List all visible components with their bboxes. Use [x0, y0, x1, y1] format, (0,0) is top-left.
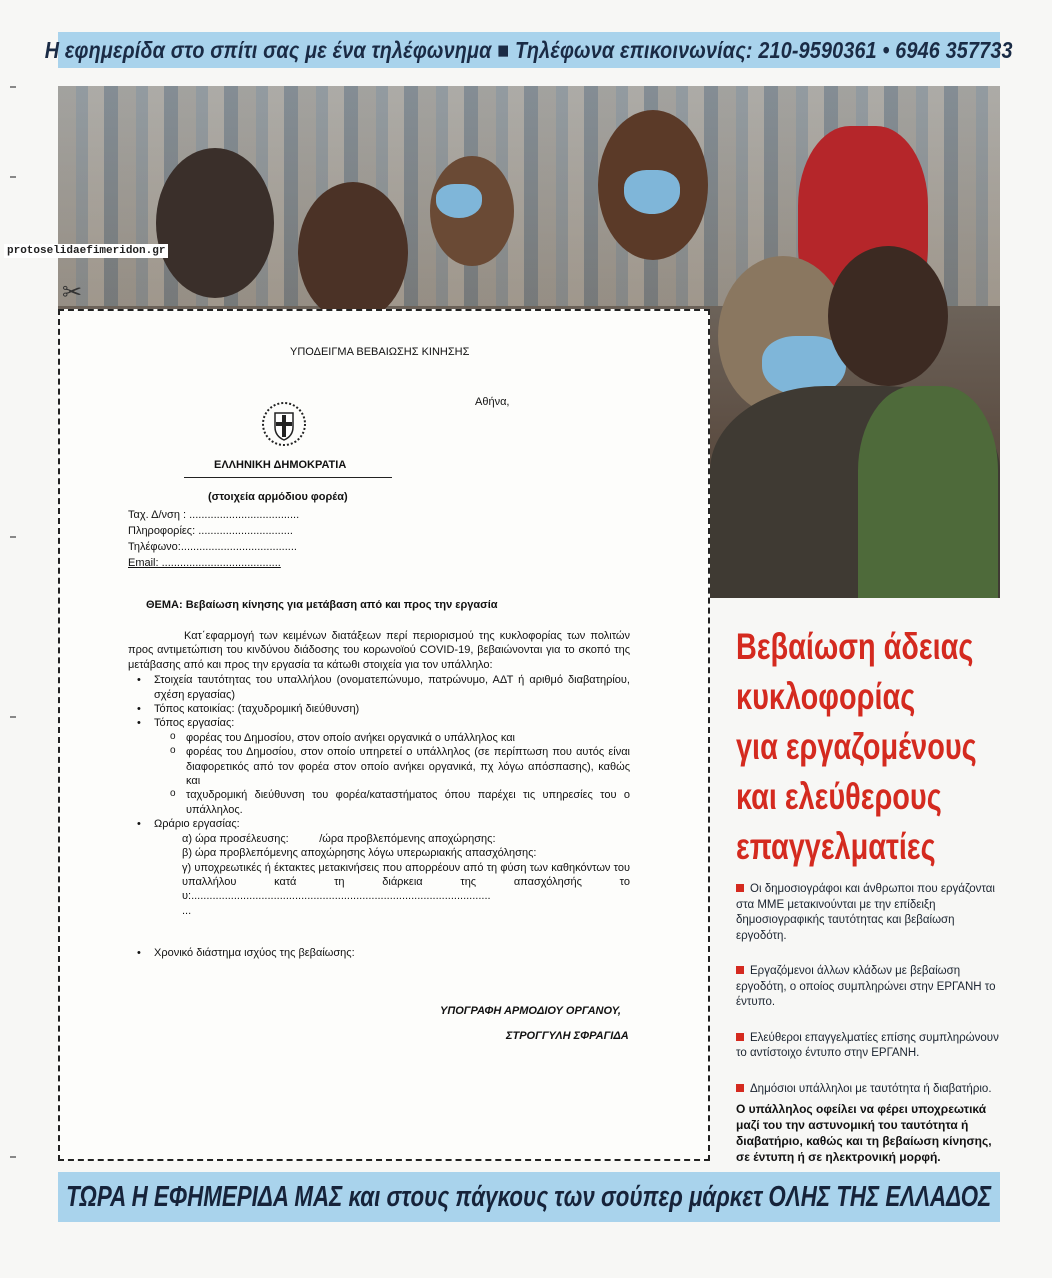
margin-mark	[10, 716, 16, 718]
bullet-workplace: • Τόπος εργασίας:	[128, 716, 630, 730]
cut-line-right	[708, 309, 710, 1161]
form-title: ΥΠΟΔΕΙΓΜΑ ΒΕΒΑΙΩΣΗΣ ΚΙΝΗΣΗΣ	[290, 346, 470, 358]
top-banner-text: Η εφημερίδα στο σπίτι σας με ένα τηλέφωνημα ■ Τηλέφωνα επικοινωνίας: 210-9590361 • 6946 357733	[45, 36, 1013, 63]
bullet-validity: • Χρονικό διάστημα ισχύος της βεβαίωσης:	[128, 946, 630, 960]
hours-dots: ...	[182, 904, 192, 917]
headline-line: Βεβαίωση άδειας	[736, 626, 974, 667]
note-item	[736, 964, 1002, 1011]
headline-line: κυκλοφορίας	[736, 676, 916, 717]
cut-line-top	[58, 309, 710, 311]
face-mask	[624, 170, 680, 214]
stamp-line: ΣΤΡΟΓΓΥΛΗ ΣΦΡΑΓΙΔΑ	[506, 1030, 629, 1042]
form-place: Αθήνα,	[475, 396, 510, 408]
form-subject: ΘΕΜΑ: Βεβαίωση κίνησης για μετάβαση από και προς την εργασία	[146, 599, 498, 611]
hours-c: γ) υποχρεωτικές ή έκτακτες μετακινήσεις που απορρέουν από τη φύση των καθηκόντων του υπαλλήλου κατά τη διάρκεια της απασχόλησής του:..................................................................................................	[182, 861, 630, 903]
note-item	[736, 1082, 1002, 1098]
contact-fields	[128, 507, 299, 571]
final-note: Ο υπάλληλος οφείλει να φέρει υποχρεωτικά μαζί του την αστυνομική του ταυτότητα ή διαβατήριο, καθώς και τη βεβαίωση κίνησης, σε έντυπη ή σε ηλεκτρονική μορφή.	[736, 1102, 992, 1164]
margin-mark	[10, 176, 16, 178]
bullet-identity: • Στοιχεία ταυτότητας του υπαλλήλου (ονοματεπώνυμο, πατρώνυμο, ΑΔΤ ή αριθμό διαβατηρίου, σχέση εργασίας)	[128, 673, 630, 702]
scissors-icon: ✂	[62, 279, 83, 306]
field-email: Email: .......................................	[128, 557, 281, 569]
note-text: Οι δημοσιογράφοι και άνθρωποι που εργάζονται στα ΜΜΕ μετακινούνται με την επίδειξη δημοσιογραφικής ταυτότητας και βεβαίωση εργοδότη.	[736, 883, 995, 942]
margin-mark	[10, 1156, 16, 1158]
top-banner	[45, 32, 1013, 68]
republic-label: ΕΛΛΗΝΙΚΗ ΔΗΜΟΚΡΑΤΙΑ	[214, 459, 347, 471]
field-info: Πληροφορίες: ...............................	[128, 525, 293, 537]
note-item	[736, 882, 1002, 944]
bottom-banner	[58, 1172, 1000, 1222]
article-headline	[736, 622, 1006, 872]
person-shape	[156, 148, 274, 298]
red-square-bullet-icon	[736, 1033, 744, 1041]
workplace-item: o φορέας του Δημοσίου, στον οποίο υπηρετεί ο υπάλληλος (σε περίπτωση που αυτός είναι διαφορετικός από τον φορέα στον οποίο ανήκει οργανικά, πχ λόγω απόσπασης), καθώς και	[128, 745, 630, 788]
bottom-banner-text: ΤΩΡΑ Η ΕΦΗΜΕΡΙΔΑ ΜΑΣ και στους πάγκους των σούπερ μάρκετ ΟΛΗΣ ΤΗΣ ΕΛΛΑΔΟΣ	[66, 1180, 992, 1213]
note-text: Εργαζόμενοι άλλων κλάδων με βεβαίωση εργοδότη, ο οποίος συμπληρώνει στην ΕΡΓΑΝΗ το έντυπο.	[736, 965, 996, 1008]
field-phone: Τηλέφωνο:......................................	[128, 541, 297, 553]
divider	[184, 477, 392, 478]
bullet-residence: • Τόπος κατοικίας: (ταχυδρομική διεύθυνση)	[128, 702, 630, 716]
torso-shape	[858, 386, 998, 598]
headline-line: για εργαζομένους	[736, 726, 977, 767]
note-text: Ελεύθεροι επαγγελματίες επίσης συμπληρώνουν το αντίστοιχο έντυπο στην ΕΡΓΑΝΗ.	[736, 1031, 999, 1059]
body-details-label: (στοιχεία αρμόδιου φορέα)	[208, 491, 348, 503]
face-mask	[436, 184, 482, 218]
workplace-item: o φορέας του Δημοσίου, στον οποίο ανήκει οργανικά ο υπάλληλος και	[128, 731, 630, 745]
form-body	[128, 629, 630, 961]
person-shape	[298, 182, 408, 322]
workplace-item: o ταχυδρομική διεύθυνση του φορέα/καταστήματος όπου παρέχει τις υπηρεσίες του ο υπάλληλος.	[128, 788, 630, 817]
red-square-bullet-icon	[736, 884, 744, 892]
greek-emblem-icon	[261, 401, 307, 447]
red-square-bullet-icon	[736, 966, 744, 974]
note-item	[736, 1031, 1002, 1062]
margin-mark	[10, 536, 16, 538]
bullet-hours: • Ωράριο εργασίας:	[128, 817, 630, 831]
margin-mark	[10, 86, 16, 88]
certificate-form	[58, 309, 710, 1161]
hours-b: β) ώρα προβλεπόμενης αποχώρησης λόγω υπερωριακής απασχόλησης:	[182, 847, 537, 860]
red-square-bullet-icon	[736, 1084, 744, 1092]
article-notes	[736, 882, 1002, 1117]
form-intro: Κατ΄εφαρμογή των κειμένων διατάξεων περί περιορισμού της κυκλοφορίας των πολιτών προς αντιμετώπιση του κινδύνου διάδοσης του κορωνοϊού COVID-19, βεβαιώνονται για το σκοπό της μετάβασης από και προς την εργασία τα κάτωθι στοιχεία για τον υπάλληλο:	[128, 630, 630, 671]
field-address: Ταχ. Δ/νση : ....................................	[128, 509, 300, 521]
site-tag: protoselidaefimeridon.gr	[4, 244, 168, 258]
headline-line: και ελεύθερους	[736, 776, 942, 817]
hours-a: α) ώρα προσέλευσης: /ώρα προβλεπόμενης αποχώρησης:	[182, 832, 496, 845]
note-text: Δημόσιοι υπάλληλοι με ταυτότητα ή διαβατήριο.	[750, 1082, 992, 1095]
person-shape	[828, 246, 948, 386]
signature-line: ΥΠΟΓΡΑΦΗ ΑΡΜΟΔΙΟΥ ΟΡΓΑΝΟΥ,	[440, 1005, 621, 1017]
headline-line: επαγγελματίες	[736, 826, 936, 867]
